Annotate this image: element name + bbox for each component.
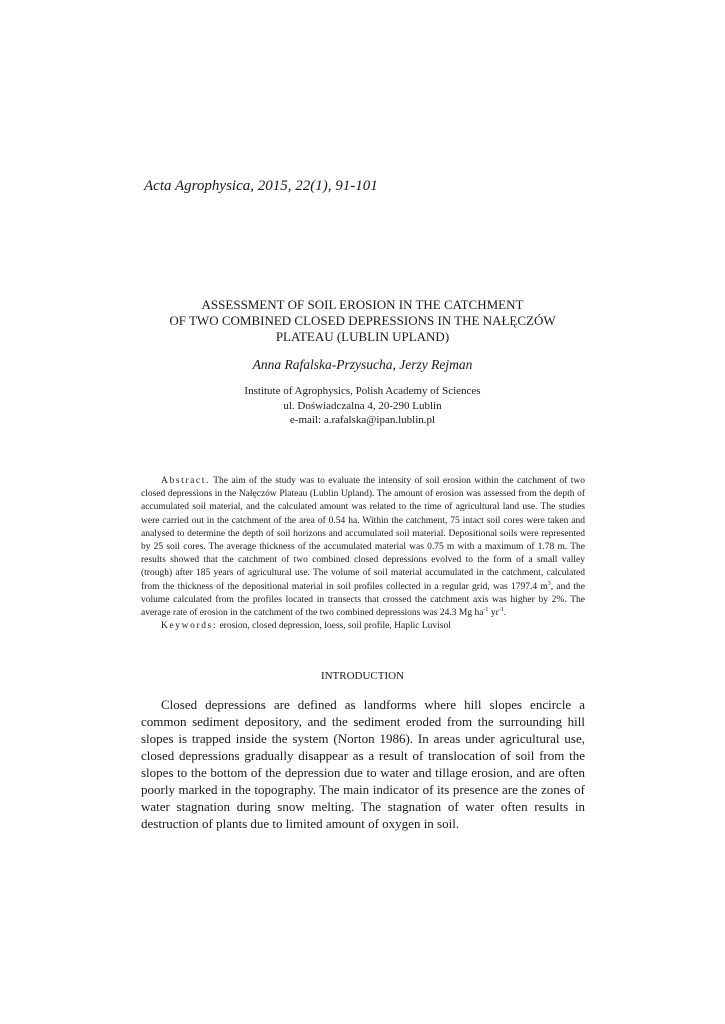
paper-title: [130, 297, 595, 345]
title-line-2: OF TWO COMBINED CLOSED DEPRESSIONS IN THE NAŁĘCZÓW: [169, 313, 556, 328]
authors: Anna Rafalska-Przysucha, Jerzy Rejman: [252, 357, 473, 372]
abstract-text-1: The aim of the study was to evaluate the intensity of soil erosion within the catchment of two closed depressions in the Nałęczów Plateau (Lublin Upland). The amount of erosion was assessed from the depth of accumulated soil material, and the calculated amount was related to the time of agricultural land use. The studies were carried out in the catchment of the area of 0.54 ha. Within the catchment, 75 intact soil cores were taken and analysed to determine the depth of soil horizons and accumulated soil material. Depositional soils were represented by 25 soil cores. The average thickness of the accumulated material was 0.75 m with a maximum of 1.78 m. The results showed that the catchment of two combined closed depressions evolved to the form of a small valley (trough) after 185 years of agricultural use. The volume of soil material accumulated in the catchment, calculated from the thickness of the depositional material in soil profiles collected in a regular grid, was 1797.4 m: [141, 476, 585, 592]
abstract-text-2: , and the volume calculated from the profiles located in transects that crossed the catchment axis was higher by 2%. The average rate of erosion in the catchment of the two combined depressions was 24.3 Mg ha: [141, 581, 585, 619]
abstract-sup-yr: -1: [498, 606, 504, 613]
abstract-label: Abstract.: [161, 476, 210, 486]
section-heading-introduction: INTRODUCTION: [320, 670, 405, 682]
affiliation-institute: Institute of Agrophysics, Polish Academy of Sciences: [244, 385, 481, 397]
journal-citation: Acta Agrophysica, 2015, 22(1), 91-101: [144, 178, 378, 194]
affiliation: [130, 384, 595, 428]
abstract-sup-m3: 3: [547, 580, 551, 587]
title-line-3: PLATEAU (LUBLIN UPLAND): [275, 329, 450, 344]
keywords-label: Keywords:: [161, 621, 218, 632]
intro-paragraph: Closed depressions are defined as landforms where hill slopes encircle a common sediment depository, and the sediment eroded from the surrounding hill slopes is trapped inside the system (Norton 1986). In areas under agricultural use, closed depressions gradually disappear as a result of translocation of soil from the slopes to the bottom of the depression due to water and tillage erosion, and are often poorly marked in the topography. The main indicator of its presence are the zones of water stagnation during snow melting. The stagnation of water often results in destruction of plants due to limited amount of oxygen in soil.: [141, 697, 585, 831]
keywords: [141, 620, 585, 633]
abstract-text-4: .: [503, 608, 507, 619]
keywords-text: erosion, closed depression, loess, soil profile, Haplic Luvisol: [219, 621, 451, 632]
abstract-text-3: yr: [488, 608, 499, 619]
abstract: [141, 475, 585, 633]
abstract-sup-ha: -1: [483, 606, 489, 613]
abstract-paragraph: [141, 475, 585, 620]
title-line-1: ASSESSMENT OF SOIL EROSION IN THE CATCHMENT: [201, 297, 524, 312]
affiliation-email: e-mail: a.rafalska@ipan.lublin.pl: [289, 414, 436, 426]
affiliation-address: ul. Doświadczalna 4, 20-290 Lublin: [283, 399, 442, 412]
